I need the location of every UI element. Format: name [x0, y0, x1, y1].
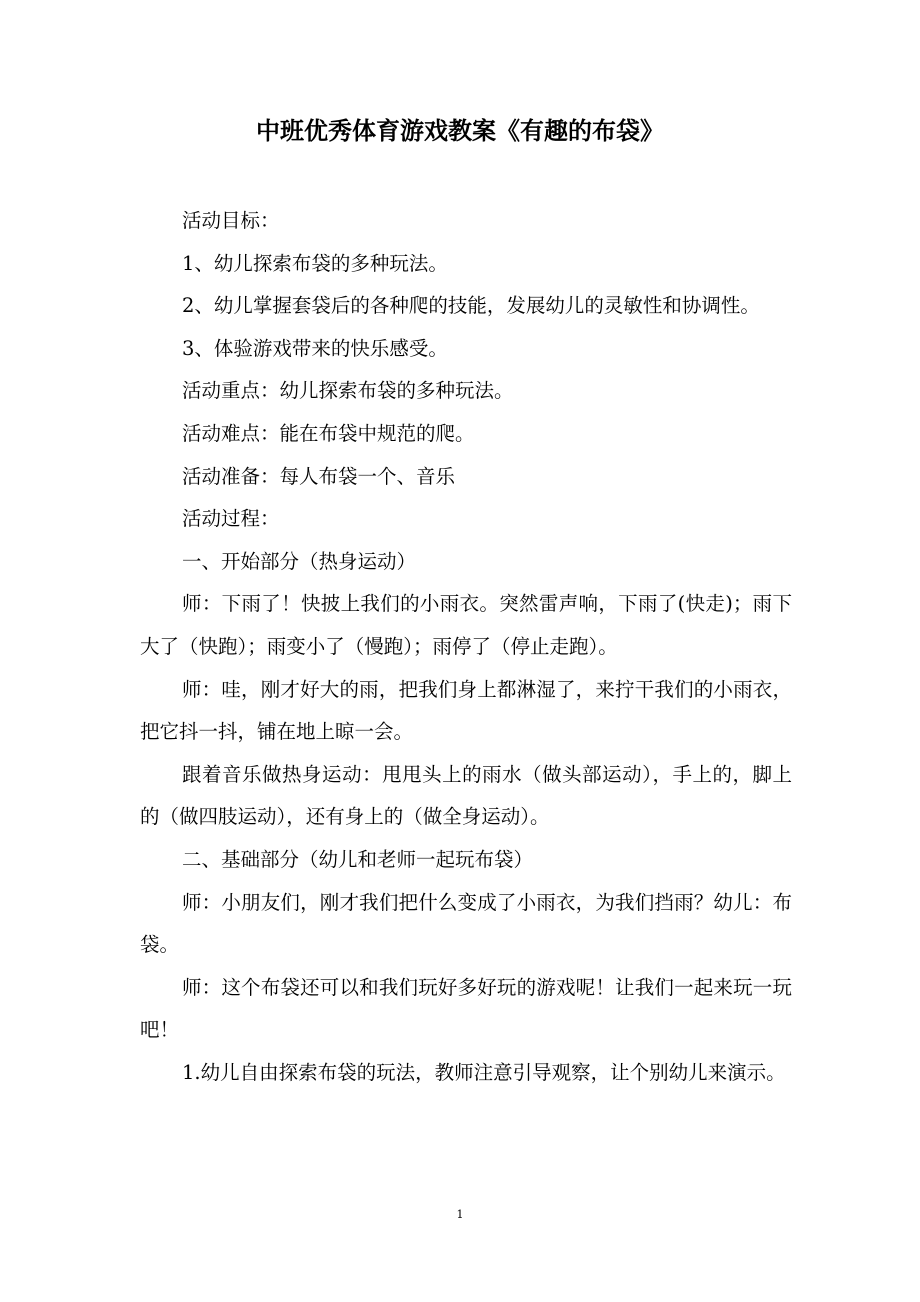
paragraph-warmup: 跟着音乐做热身运动：甩甩头上的雨水（做头部运动），手上的，脚上的（做四肢运动），还有身上的（做全身运动）。: [140, 762, 792, 829]
paragraph-process-heading: 活动过程：: [182, 507, 280, 531]
paragraph-raincoat: 师：哇，刚才好大的雨，把我们身上都淋湿了，来拧干我们的小雨衣，把它抖一抖，铺在地上晾一会。: [140, 677, 792, 744]
paragraph-section-1-heading: 一、开始部分（热身运动）: [182, 549, 417, 573]
paragraph-rain-game: 师：下雨了！快披上我们的小雨衣。突然雷声响，下雨了(快走)；雨下大了（快跑）；雨变小了（慢跑）；雨停了（停止走跑）。: [140, 592, 792, 658]
paragraph-objectives-heading: 活动目标：: [182, 209, 280, 232]
page-number: 1: [456, 1208, 464, 1221]
paragraph-teacher-invite: 师：这个布袋还可以和我们玩好多好玩的游戏呢！让我们一起来玩一玩吧！: [140, 975, 792, 1042]
paragraph-objective-1: 1、幼儿探索布袋的多种玩法。: [182, 251, 448, 275]
paragraph-free-exploration: 1.幼儿自由探索布袋的玩法，教师注意引导观察，让个别幼儿来演示。: [182, 1060, 786, 1084]
paragraph-section-2-heading: 二、基础部分（幼儿和老师一起玩布袋）: [182, 847, 534, 871]
paragraph-key-point: 活动重点：幼儿探索布袋的多种玩法。: [182, 379, 514, 403]
paragraph-objective-3: 3、体验游戏带来的快乐感受。: [182, 336, 448, 360]
paragraph-objective-2: 2、幼儿掌握套袋后的各种爬的技能，发展幼儿的灵敏性和协调性。: [182, 294, 760, 318]
paragraph-teacher-question: 师：小朋友们，刚才我们把什么变成了小雨衣，为我们挡雨？幼儿：布袋。: [140, 890, 792, 957]
document-title: 中班优秀体育游戏教案《有趣的布袋》: [256, 116, 664, 145]
paragraph-preparation: 活动准备：每人布袋一个、音乐: [182, 464, 456, 488]
document-body: [140, 200, 792, 1094]
paragraph-difficulty: 活动难点：能在布袋中规范的爬。: [182, 421, 475, 445]
